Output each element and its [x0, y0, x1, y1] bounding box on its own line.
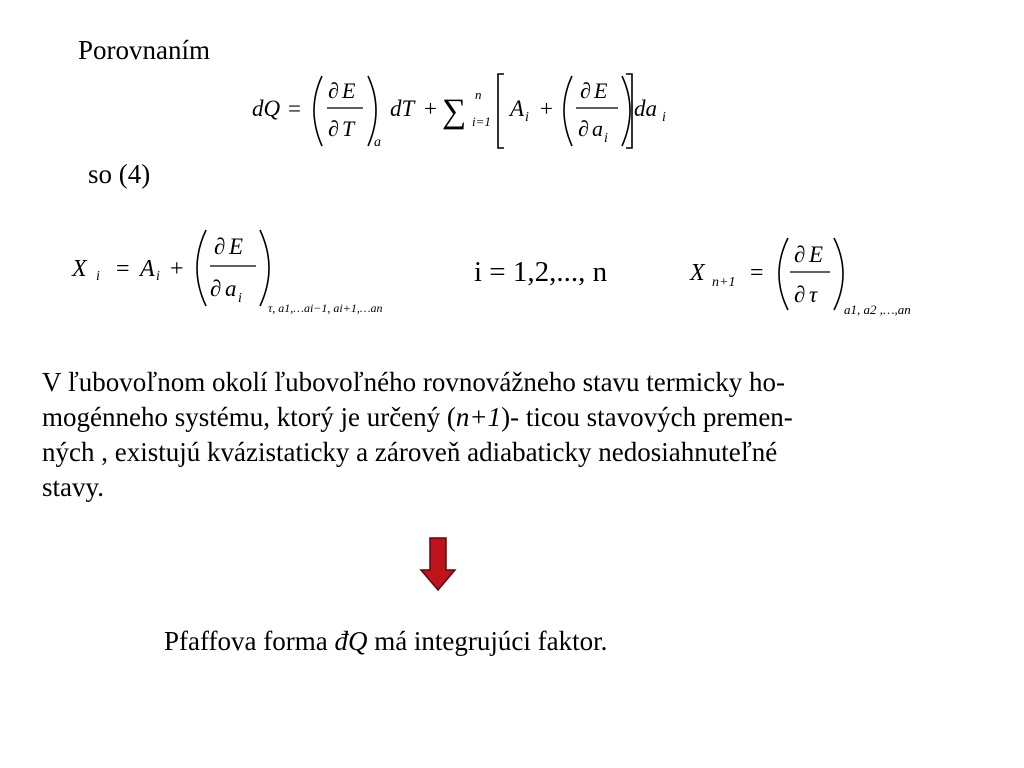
eq2-paren-left	[197, 230, 206, 306]
eq4-partial-den: ∂	[794, 282, 806, 307]
eq1-paren-left-2	[564, 76, 572, 146]
eq2-plus: +	[170, 256, 184, 282]
paragraph-line-2-post: )- ticou stavových premen-	[501, 402, 793, 432]
eq2-A-sub-i: i	[156, 269, 160, 284]
eq1-partial-num: ∂	[328, 78, 339, 103]
equation-dq-pfaff-form	[240, 66, 680, 156]
eq4-paren-right	[834, 238, 843, 310]
eq1-paren-left-1	[314, 76, 322, 146]
eq4-paren-left	[779, 238, 788, 310]
eq2-partial-num: ∂	[214, 234, 226, 259]
eq2-den-a-sub-i: i	[238, 291, 242, 306]
eq1-den-T: T	[342, 116, 355, 141]
equation-xi-definition	[64, 222, 434, 322]
eq1-dT: dT	[390, 96, 415, 121]
eq2-equals: =	[116, 256, 130, 282]
heading-comparing: Porovnaním	[78, 35, 210, 65]
eq1-partial-num-2: ∂	[580, 78, 591, 103]
eq1-A: A	[510, 96, 525, 121]
paragraph-line-4: stavy.	[42, 472, 104, 502]
eq1-plus-2: +	[540, 96, 553, 121]
down-arrow-shape	[421, 538, 455, 590]
eq2-X-sub-i: i	[96, 269, 100, 284]
eq2-lower-subscript: τ, a1,…ai−1, ai+1,…an	[268, 301, 383, 315]
equation-index-range: i = 1,2,..., n	[474, 256, 608, 288]
statement-paragraph	[42, 365, 992, 505]
eq2-X: X	[72, 256, 87, 282]
paragraph-line-3: ných , existujú kvázistaticky a zároveň adiabaticky nedosiahnuteľné	[42, 437, 778, 467]
eq2-num-E: E	[229, 234, 244, 259]
eq2-den-a: a	[225, 276, 237, 301]
eq1-partial-den-2: ∂	[578, 116, 589, 141]
conclusion-italic: đQ	[334, 626, 368, 656]
eq4-den-tau: τ	[809, 282, 818, 307]
heading-with-eq4: so (4)	[88, 159, 151, 189]
eq4-X: X	[690, 260, 705, 286]
eq4-partial-num: ∂	[794, 242, 806, 267]
eq2-partial-den: ∂	[210, 276, 222, 301]
conclusion-pre: Pfaffova forma	[164, 626, 335, 656]
eq4-X-sub: n+1	[712, 275, 736, 290]
eq1-num-E-2: E	[594, 78, 608, 103]
eq4-num-E: E	[809, 242, 824, 267]
eq1-da: da	[634, 96, 657, 121]
eq1-den-a-sub-i: i	[604, 131, 608, 146]
eq1-sum-lower: i=1	[472, 114, 491, 129]
eq1-A-sub-i: i	[525, 110, 529, 125]
eq1-sum-upper: n	[475, 87, 482, 102]
eq1-plus: +	[424, 96, 437, 121]
eq1-num-E: E	[342, 78, 356, 103]
eq1-paren-right-2	[622, 76, 630, 146]
eq2-paren-right	[260, 230, 269, 306]
equation-xn1-definition	[684, 230, 944, 322]
eq1-den-a: a	[592, 116, 603, 141]
eq1-bracket-right	[626, 74, 632, 148]
paragraph-line-1: V ľubovoľnom okolí ľubovoľného rovnovážneho stavu termicky ho-	[42, 367, 786, 397]
eq1-sub-a: a	[374, 135, 381, 150]
paragraph-line-2	[42, 400, 992, 435]
eq1-bracket-left	[498, 74, 504, 148]
eq1-equals: =	[288, 96, 301, 121]
eq4-equals: =	[750, 260, 764, 286]
down-arrow-icon	[418, 536, 458, 592]
eq1-lhs: dQ	[252, 96, 281, 121]
conclusion-line	[164, 628, 607, 655]
eq1-da-sub-i: i	[662, 110, 666, 125]
eq4-lower-subscript: a1, a2 ,…,an	[844, 302, 911, 317]
paragraph-line-2-pre: mogénneho systému, ktorý je určený (	[42, 402, 456, 432]
conclusion-post: má integrujúci faktor.	[367, 626, 608, 656]
eq2-A: A	[140, 256, 155, 282]
paragraph-line-2-italic: n+1	[455, 402, 502, 432]
eq1-sum-sign: ∑	[442, 93, 467, 130]
eq1-partial-den: ∂	[328, 116, 339, 141]
